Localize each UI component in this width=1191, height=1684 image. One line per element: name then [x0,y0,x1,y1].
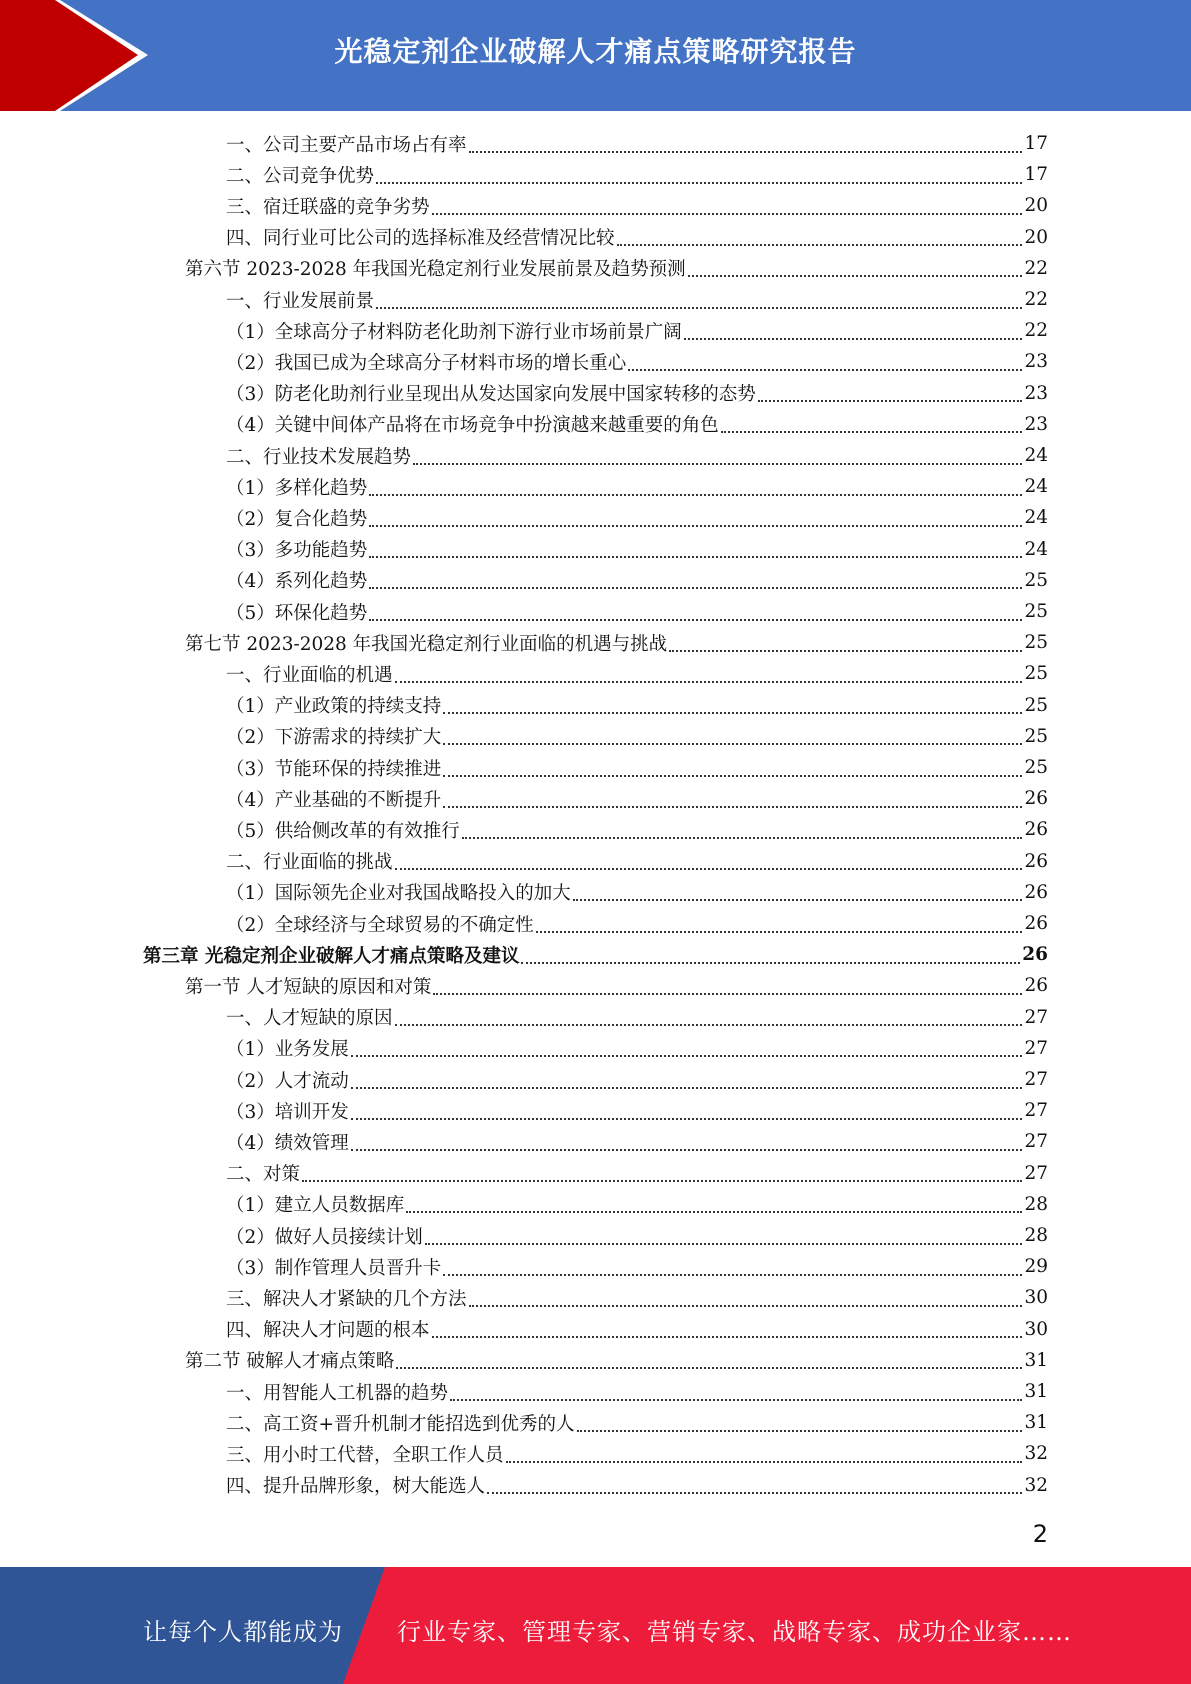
toc-entry[interactable] [143,939,1048,970]
toc-entry-title: （2）人才流动 [226,1070,349,1092]
toc-leader-dots [577,1424,1023,1432]
toc-entry-page: 24 [1024,476,1048,498]
toc-entry-page: 17 [1024,164,1048,186]
toc-leader-dots [443,706,1022,714]
toc-leader-dots [432,207,1023,215]
report-header [0,0,1191,111]
toc-entry-page: 24 [1024,445,1048,466]
toc-leader-dots [521,956,1020,964]
toc-entry-title: （4）产业基础的不断提升 [226,789,442,811]
toc-leader-dots [369,581,1022,589]
toc-leader-dots [425,1237,1023,1245]
toc-leader-dots [758,394,1023,402]
toc-entry-title: （1）业务发展 [226,1039,349,1061]
toc-entry-page: 25 [1024,694,1048,716]
toc-entry[interactable] [226,814,1048,845]
toc-entry[interactable] [226,658,1048,689]
toc-entry[interactable] [226,783,1048,814]
toc-entry-page: 25 [1024,632,1048,654]
toc-entry[interactable] [226,502,1048,533]
toc-entry-page: 24 [1024,538,1048,560]
toc-entry-page: 25 [1024,757,1048,778]
toc-entry-page: 25 [1024,725,1048,747]
toc-entry-page: 26 [1024,850,1048,872]
toc-entry[interactable] [226,222,1048,253]
toc-entry-page: 27 [1024,1069,1048,1090]
toc-leader-dots [376,301,1022,309]
toc-entry-title: （1）全球高分子材料防老化助剂下游行业市场前景广阔 [226,321,682,343]
toc-entry-page: 22 [1024,257,1048,279]
toc-leader-dots [395,1018,1023,1026]
toc-entry-page: 17 [1024,133,1048,154]
toc-entry-title: 一、行业面临的机遇 [226,664,393,686]
toc-entry-title: 三、解决人才紧缺的几个方法 [226,1288,467,1310]
toc-entry[interactable] [226,1282,1048,1313]
report-title: 光稳定剂企业破解人才痛点策略研究报告 [334,35,857,68]
page-number: 2 [1032,1520,1048,1548]
toc-entry-title: （4）绩效管理 [226,1132,349,1154]
toc-entry[interactable] [226,1220,1048,1251]
toc-entry[interactable] [226,721,1048,752]
toc-leader-dots [413,457,1022,465]
toc-leader-dots [684,332,1023,340]
toc-entry[interactable] [226,1438,1048,1469]
toc-leader-dots [443,800,1022,808]
toc-entry[interactable] [226,440,1048,471]
toc-leader-dots [369,488,1022,496]
toc-entry-page: 26 [1024,788,1048,810]
toc-entry-page: 26 [1024,975,1048,997]
toc-leader-dots [721,425,1023,433]
toc-leader-dots [536,925,1023,933]
toc-entry-title: 第一节 人才短缺的原因和对策 [185,976,432,998]
toc-entry[interactable] [226,378,1048,409]
toc-entry[interactable] [226,159,1048,190]
toc-entry-page: 27 [1024,1162,1048,1184]
toc-entry-title: （2）下游需求的持续扩大 [226,727,442,749]
toc-leader-dots [369,519,1022,527]
toc-entry-title: （2）全球经济与全球贸易的不确定性 [226,914,534,936]
toc-leader-dots [487,1486,1022,1494]
toc-entry-page: 27 [1024,1037,1048,1059]
toc-entry[interactable] [226,565,1048,596]
toc-entry-title: 一、公司主要产品市场占有率 [226,134,467,156]
toc-entry-title: （5）环保化趋势 [226,602,368,624]
toc-leader-dots [669,644,1022,652]
toc-leader-dots [433,987,1022,995]
toc-leader-dots [573,893,1023,901]
toc-entry-title: 第二节 破解人才痛点策略 [185,1351,395,1373]
toc-entry-title: （3）多功能趋势 [226,540,368,562]
toc-leader-dots [406,1205,1022,1213]
toc-entry-title: 二、行业面临的挑战 [226,852,393,874]
toc-entry-page: 25 [1024,569,1048,591]
toc-entry-title: （2）我国已成为全球高分子材料市场的增长重心 [226,352,627,374]
toc-leader-dots [462,831,1023,839]
toc-entry-title: 一、用智能人工机器的趋势 [226,1382,449,1404]
toc-entry-title: （4）系列化趋势 [226,571,368,593]
toc-entry-title: 第三章 光稳定剂企业破解人才痛点策略及建议 [143,945,520,967]
toc-entry-page: 26 [1024,913,1048,934]
toc-entry-title: （3）制作管理人员晋升卡 [226,1257,442,1279]
toc-entry-title: 四、提升品牌形象，树大能选人 [226,1476,486,1498]
toc-leader-dots [432,1330,1023,1338]
toc-leader-dots [351,1049,1023,1057]
toc-entry[interactable] [226,534,1048,565]
toc-entry-page: 28 [1024,1225,1048,1246]
toc-leader-dots [443,769,1022,777]
toc-leader-dots [450,1393,1022,1401]
toc-entry-title: （3）防老化助剂行业呈现出从发达国家向发展中国家转移的态势 [226,384,756,406]
toc-entry-title: 四、同行业可比公司的选择标准及经营情况比较 [226,228,615,250]
toc-entry[interactable] [226,908,1048,939]
toc-entry[interactable] [226,409,1048,440]
toc-entry[interactable] [226,1002,1048,1033]
toc-entry[interactable] [226,1407,1048,1438]
toc-leader-dots [396,1361,1022,1369]
toc-entry-page: 28 [1024,1193,1048,1215]
toc-entry-title: 二、对策 [226,1164,301,1186]
toc-leader-dots [443,737,1022,745]
toc-leader-dots [469,145,1023,153]
toc-entry-title: （2）复合化趋势 [226,508,368,530]
toc-entry[interactable] [185,253,1048,284]
toc-entry-title: 二、公司竞争优势 [226,165,375,187]
toc-entry-page: 27 [1024,1100,1048,1122]
toc-entry-page: 23 [1024,413,1048,435]
toc-entry[interactable] [226,471,1048,502]
toc-entry[interactable] [226,1470,1048,1501]
toc-leader-dots [688,269,1023,277]
toc-entry-page: 27 [1024,1006,1048,1028]
toc-entry[interactable] [226,128,1048,159]
toc-entry-title: 一、行业发展前景 [226,290,375,312]
toc-entry-page: 23 [1024,351,1048,373]
toc-entry-page: 20 [1024,226,1048,248]
toc-entry-title: 第六节 2023-2028 年我国光稳定剂行业发展前景及趋势预测 [185,259,686,281]
toc-entry-page: 32 [1024,1474,1048,1496]
toc-entry-page: 30 [1024,1318,1048,1340]
toc-leader-dots [351,1143,1023,1151]
toc-leader-dots [617,238,1023,246]
toc-entry[interactable] [226,877,1048,908]
toc-entry-page: 25 [1024,601,1048,622]
toc-entry-title: 四、解决人才问题的根本 [226,1320,430,1342]
toc-entry[interactable] [226,596,1048,627]
toc-entry[interactable] [226,1314,1048,1345]
toc-entry-page: 31 [1024,1412,1048,1434]
toc-entry-page: 26 [1022,944,1048,966]
toc-entry[interactable] [226,846,1048,877]
toc-entry-page: 26 [1024,881,1048,903]
toc-leader-dots [369,613,1022,621]
toc-leader-dots [395,862,1023,870]
toc-entry[interactable] [226,1095,1048,1126]
toc-entry-page: 26 [1024,819,1048,841]
toc-entry-title: （1）产业政策的持续支持 [226,696,442,718]
toc-leader-dots [302,1174,1022,1182]
toc-entry[interactable] [226,284,1048,315]
footer-slogan-right: 行业专家、管理专家、营销专家、战略专家、成功企业家…… [397,1618,1072,1646]
toc-entry[interactable] [226,1064,1048,1095]
toc-entry[interactable] [226,315,1048,346]
toc-leader-dots [506,1455,1023,1463]
toc-entry[interactable] [185,627,1048,658]
toc-leader-dots [469,1299,1023,1307]
toc-entry[interactable] [226,752,1048,783]
toc-entry-page: 22 [1024,320,1048,342]
toc-leader-dots [395,675,1023,683]
report-footer [0,1567,1191,1684]
toc-entry-title: （3）节能环保的持续推进 [226,758,442,780]
toc-entry[interactable] [226,1033,1048,1064]
toc-entry[interactable] [226,346,1048,377]
toc-entry[interactable] [226,190,1048,221]
toc-entry-title: （2）做好人员接续计划 [226,1226,423,1248]
toc-entry-page: 31 [1024,1381,1048,1402]
toc-entry-page: 22 [1024,289,1048,310]
toc-entry[interactable] [226,690,1048,721]
toc-entry[interactable] [226,1251,1048,1282]
toc-entry-page: 32 [1024,1443,1048,1465]
toc-entry[interactable] [226,1126,1048,1157]
footer-slogan-left: 让每个人都能成为 [143,1618,343,1646]
toc-entry-title: （1）多样化趋势 [226,477,368,499]
toc-entry[interactable] [226,1189,1048,1220]
toc-entry-page: 20 [1024,195,1048,217]
toc-entry-title: 三、宿迁联盛的竞争劣势 [226,196,430,218]
toc-entry[interactable] [185,970,1048,1001]
toc-entry-title: 二、行业技术发展趋势 [226,446,412,468]
toc-entry-title: （4）关键中间体产品将在市场竞争中扮演越来越重要的角色 [226,415,719,437]
toc-entry-page: 27 [1024,1131,1048,1153]
toc-leader-dots [376,176,1022,184]
toc-entry-page: 29 [1024,1256,1048,1278]
toc-leader-dots [369,550,1022,558]
toc-leader-dots [351,1081,1023,1089]
toc-entry-title: 三、用小时工代替，全职工作人员 [226,1444,504,1466]
toc-leader-dots [443,1268,1022,1276]
toc-entry-title: 第七节 2023-2028 年我国光稳定剂行业面临的机遇与挑战 [185,633,668,655]
toc-leader-dots [628,363,1022,371]
toc-entry-title: 二、高工资+晋升机制才能招选到优秀的人 [226,1413,575,1435]
toc-entry-page: 24 [1024,507,1048,529]
toc-entry[interactable] [226,1158,1048,1189]
toc-entry-title: 一、人才短缺的原因 [226,1008,393,1030]
toc-entry-title: （3）培训开发 [226,1101,349,1123]
toc-entry-page: 23 [1024,382,1048,404]
toc-entry-title: （1）建立人员数据库 [226,1195,405,1217]
toc-leader-dots [351,1112,1023,1120]
toc-entry[interactable] [226,1376,1048,1407]
toc-entry-page: 25 [1024,663,1048,685]
toc-entry-title: （5）供给侧改革的有效推行 [226,820,460,842]
toc-entry-page: 31 [1024,1349,1048,1371]
toc-entry-page: 30 [1024,1287,1048,1309]
toc-entry[interactable] [185,1345,1048,1376]
toc-entry-title: （1）国际领先企业对我国战略投入的加大 [226,883,571,905]
